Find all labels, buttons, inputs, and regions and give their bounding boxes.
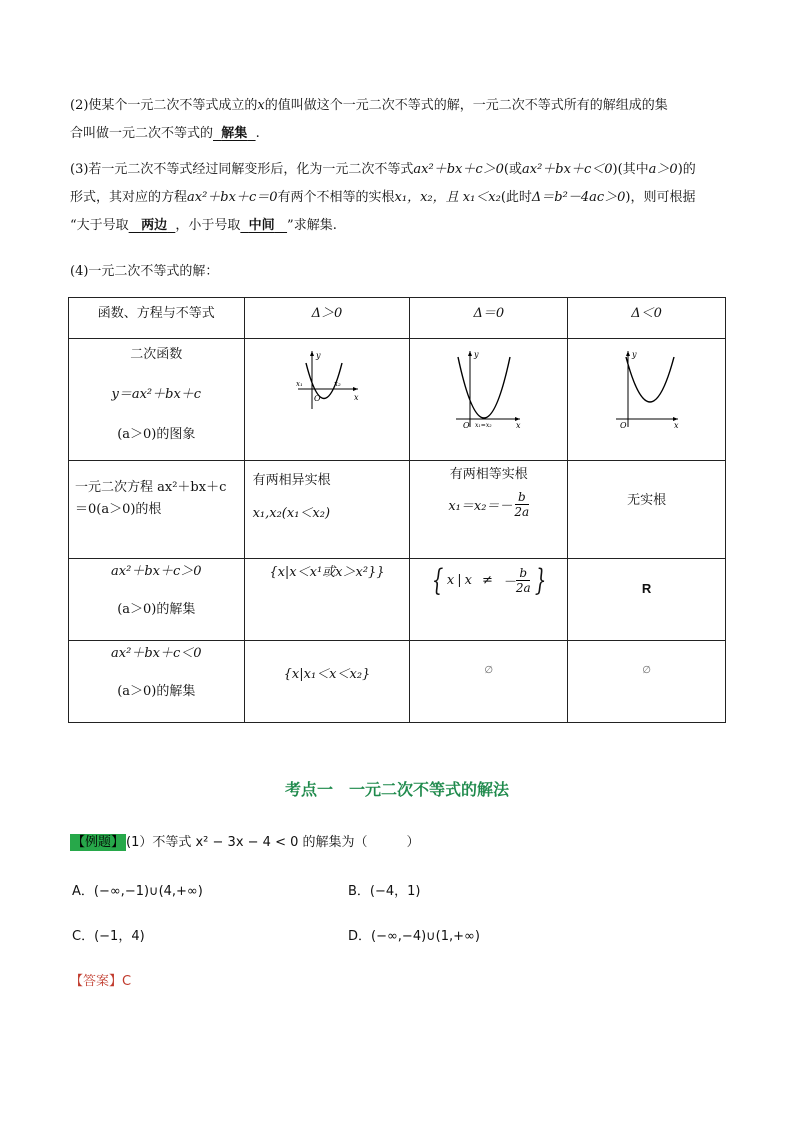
table-cell: { x | x ≠ － b 2a }	[410, 559, 568, 641]
table-cell: 无实根	[568, 461, 726, 559]
question-text: (1）不等式 x² − 3x − 4 < 0 的解集为（ ）	[126, 835, 420, 850]
blank-answer: 解集	[221, 126, 248, 141]
table-cell	[410, 339, 568, 461]
parabola-double-root-graph	[454, 347, 524, 429]
text: 的值叫做这个一元二次不等式的解，一元二次不等式所有的解组成的集	[264, 98, 668, 113]
table-header: Δ＞0	[244, 298, 410, 339]
table-cell: {x|x₁＜x＜x₂}	[244, 641, 410, 723]
option-d: D．(−∞,−4)∪(1,+∞)	[348, 929, 480, 944]
option-a: A．(−∞,−1)∪(4,+∞)	[72, 884, 203, 899]
svg-text:O: O	[313, 394, 321, 403]
paragraph-4: (4)一元二次不等式的解：	[70, 264, 219, 279]
table-row	[69, 461, 726, 559]
parabola-no-root-graph	[612, 347, 682, 429]
var-x: x	[257, 98, 265, 113]
table-cell: 有两相异实根 x₁,x₂(x₁＜x₂)	[244, 461, 410, 559]
empty-set-symbol: ∅	[568, 641, 726, 723]
table-cell: R	[568, 559, 726, 641]
example-tag: 【例题】	[72, 835, 125, 850]
example-question	[70, 833, 726, 853]
svg-text:y: y	[631, 350, 637, 359]
paragraph-3: (3)若一元二次不等式经过同解变形后，化为一元二次不等式ax²＋bx＋c＞0(或ax²＋bx＋c＜0)(其中a＞0)的 形式，其对应的方程ax²＋bx＋c＝0有两个不相等的实根x₁，x₂，且 x₁＜x₂(此时Δ＝b²－4ac＞0)，则可根据 “大于号取 两边 ，小于号取 中间 ”求解集.	[70, 162, 696, 233]
svg-text:x₁=x₂: x₁=x₂	[474, 422, 492, 429]
option-b: B．(−4，1)	[348, 884, 421, 899]
math: ax²＋bx＋c＞0	[413, 162, 504, 177]
answer-line	[70, 972, 726, 992]
table-cell	[568, 339, 726, 461]
table-cell: {x|x＜x¹或x＞x²}}	[244, 559, 410, 641]
section-heading: 考点一 一元二次不等式的解法	[284, 780, 509, 799]
option-c: C．(−1，4)	[72, 929, 145, 944]
table-cell: 一元二次方程 ax²＋bx＋c ＝0(a＞0)的根	[69, 461, 245, 559]
svg-text:O: O	[462, 421, 470, 429]
table-cell: 有两相等实根 x₁＝x₂＝－ b 2a	[410, 461, 568, 559]
svg-text:x: x	[673, 421, 679, 429]
table-row	[69, 641, 726, 723]
svg-text:x₁: x₁	[295, 380, 303, 388]
svg-text:x: x	[515, 421, 521, 429]
blank-answer: 中间	[248, 218, 275, 233]
empty-set-symbol: ∅	[410, 641, 568, 723]
table-row	[69, 339, 726, 461]
solution-table	[68, 297, 726, 723]
svg-text:x: x	[353, 393, 359, 402]
table-cell: ax²＋bx＋c＞0 (a＞0)的解集	[69, 559, 245, 641]
answer-tag: 【答案】	[70, 974, 123, 989]
table-cell	[244, 339, 410, 461]
text: .	[255, 126, 260, 141]
math: x₁，x₂，且 x₁＜x₂	[394, 190, 501, 205]
math: ax²＋bx＋c＝0	[187, 190, 278, 205]
math: a＞0	[648, 162, 678, 177]
math: ax²＋bx＋c＜0	[522, 162, 613, 177]
svg-text:x₂: x₂	[333, 380, 341, 388]
table-row	[69, 559, 726, 641]
answer-value: C	[122, 974, 132, 989]
table-header: 函数、方程与不等式	[69, 298, 245, 339]
parabola-two-roots-graph	[292, 349, 362, 411]
svg-text:y: y	[315, 351, 321, 360]
table-header: Δ＜0	[568, 298, 726, 339]
text: (2)使某个一元二次不等式成立的	[70, 98, 258, 113]
svg-text:O: O	[619, 421, 627, 429]
table-header-row	[69, 298, 726, 339]
table-cell: ax²＋bx＋c＜0 (a＞0)的解集	[69, 641, 245, 723]
paragraph-2	[70, 96, 726, 144]
table-cell: 二次函数 y＝ax²＋bx＋c (a＞0)的图象	[69, 339, 245, 461]
blank-answer: 两边	[141, 218, 168, 233]
math: Δ＝b²－4ac＞0	[531, 190, 626, 205]
table-header: Δ＝0	[410, 298, 568, 339]
text: 合叫做一元二次不等式的	[70, 126, 214, 141]
svg-text:y: y	[473, 350, 479, 359]
